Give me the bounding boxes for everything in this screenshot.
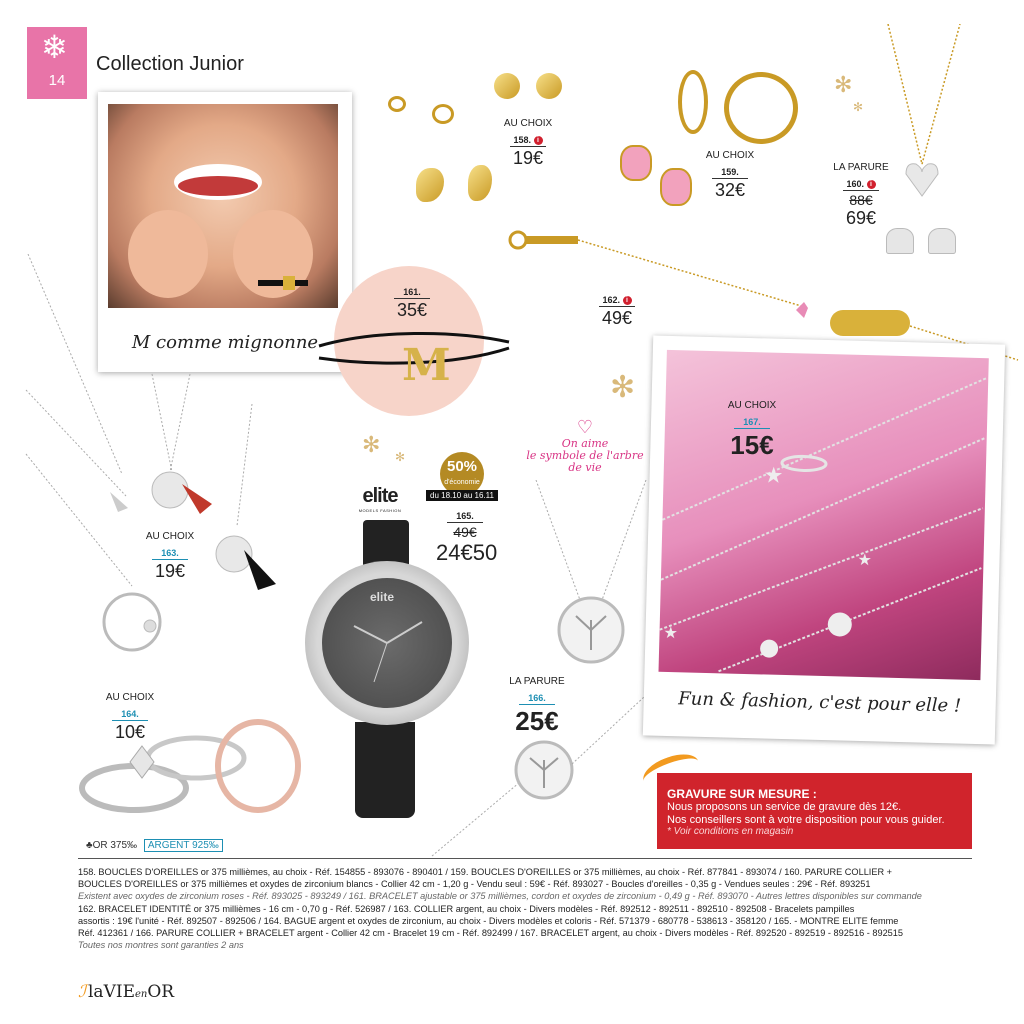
bracelets-polaroid — [643, 335, 1005, 744]
bracelets-photo-caption: Fun & fashion, c'est pour elle ! — [678, 688, 962, 717]
elite-brand-name: elite — [362, 485, 398, 507]
ref-162-text: 162. — [602, 295, 620, 305]
price-tag-160 — [830, 162, 892, 229]
dolphin-earring-icon — [468, 165, 492, 201]
info-icon: i — [867, 180, 876, 189]
stud-earring-icon — [536, 73, 562, 99]
price-tag-164 — [104, 692, 156, 743]
pendant-necklaces-image — [22, 254, 332, 654]
ref-160 — [843, 179, 879, 191]
old-price-160: 88€ — [849, 191, 873, 208]
ref-158-text: 158. — [513, 134, 531, 145]
engraving-line2: Nos conseillers sont à votre disposition pour vous guider. — [667, 813, 945, 826]
page-number-tab — [27, 27, 87, 99]
legal-line: assortis : 19€ l'unité - Réf. 892507 - 892506 / 164. BAGUE argent et oxydes de zirconium, au choix - Divers modèles et coloris - Réf. 571379 - 680778 - 538613 - 358120 / 165. - MONTRE ELITE femme — [78, 915, 899, 926]
label-159: AU CHOIX — [705, 150, 755, 161]
legal-line: BOUCLES D'OREILLES or 375 millièmes et oxydes de zirconium blancs - Collier 42 cm - 1,20 g - Vendu seul : 59€ - Réf. 893027 - Boucles d'oreilles - 0,35 g - Vendues seules : 29€ - Réf. 893251 — [78, 879, 871, 890]
price-161: 35€ — [396, 300, 428, 320]
hoop-earring-icon — [678, 70, 708, 134]
label-163: AU CHOIX — [145, 531, 195, 542]
price-158: 19€ — [512, 147, 544, 168]
footer-en: en — [134, 989, 148, 1000]
svg-text:M: M — [402, 340, 451, 391]
silver-metal-label: ARGENT 925‰ — [144, 839, 223, 852]
legal-line: 162. BRACELET IDENTITÉ or 375 millièmes - 16 cm - 0,70 g - Réf. 526987 / 163. COLLIER argent, au choix - Divers modèles - Réf. 892512 - 892511 - 892510 - 892508 - Bracelets pampilles — [78, 903, 855, 914]
gold-metal-icon: ♣ — [86, 840, 93, 851]
swoosh-logo-icon: ℐ — [78, 982, 86, 1002]
metals-legend — [86, 840, 223, 851]
engraving-box — [657, 773, 972, 849]
engraving-line1: Nous proposons un service de gravure dès 12€. — [667, 801, 902, 813]
heart-necklace-image — [880, 24, 970, 204]
charm-bracelets-illustration — [658, 350, 988, 680]
love-note-line2: le symbole de l'arbre — [526, 448, 644, 462]
footer-or: OR — [147, 982, 175, 1002]
price-tag-163 — [142, 531, 198, 582]
discount-dates: du 18.10 au 16.11 — [426, 490, 498, 501]
ref-163: 163. — [152, 548, 188, 560]
price-160: 69€ — [845, 207, 877, 228]
la-vie-en-or-logo — [78, 982, 174, 1002]
love-note — [522, 418, 648, 474]
label-164: AU CHOIX — [105, 692, 155, 703]
divider — [78, 858, 972, 859]
ref-166: 166. — [519, 693, 555, 705]
ref-167: 167. — [734, 417, 770, 429]
m-bracelet-image — [314, 318, 514, 398]
legal-line: Toutes nos montres sont garanties 2 ans — [78, 940, 244, 951]
svg-text:★: ★ — [857, 551, 873, 570]
discount-badge — [426, 452, 498, 501]
engraving-title: GRAVURE SUR MESURE : — [667, 787, 817, 801]
footer-la: la — [88, 982, 104, 1002]
info-icon: i — [623, 296, 632, 305]
ref-164: 164. — [112, 709, 148, 721]
heart-icon: ♡ — [576, 417, 594, 438]
info-icon: i — [534, 136, 543, 145]
snowflake-icon: ✻ — [853, 100, 864, 114]
price-167: 15€ — [730, 429, 774, 460]
ref-158 — [510, 135, 546, 147]
legal-line: Réf. 412361 / 166. PARURE COLLIER + BRACELET argent - Collier 42 cm - Bracelet 19 cm - Réf. 892499 / 167. BRACELET argent, au choix - Divers modèles - Réf. 892520 - 892519 - 892516 - 892515 — [78, 928, 904, 939]
price-165: 24€50 — [436, 540, 498, 565]
label-167: AU CHOIX — [727, 400, 777, 411]
price-166: 25€ — [515, 705, 559, 736]
legal-line: Existent avec oxydes de zirconium roses - Réf. 893025 - 893249 / 161. BRACELET ajustable or 375 millièmes, cordon et oxydes de zirconium - 0,49 g - Réf. 893070 - Autres lettres disponibles sur commande — [78, 891, 922, 902]
snowflake-icon: ✻ — [362, 432, 381, 457]
snowflake-icon: ✻ — [395, 450, 406, 464]
snowflake-icon: ❄ — [41, 29, 68, 65]
heart-earring-icon — [388, 96, 406, 112]
section-title: Collection Junior — [96, 53, 244, 75]
gold-metal-label: OR 375‰ — [92, 840, 138, 851]
unicorn-earring-icon — [620, 145, 652, 181]
price-tag-159 — [702, 150, 758, 201]
ref-165: 165. — [447, 511, 483, 523]
price-164: 10€ — [114, 721, 146, 742]
price-163: 19€ — [154, 560, 186, 581]
ref-159: 159. — [712, 167, 748, 179]
price-159: 32€ — [714, 179, 746, 200]
love-note-line1: On aime — [561, 436, 609, 450]
ref-162 — [599, 295, 635, 307]
price-tag-167 — [724, 400, 780, 461]
product-legal-text — [78, 866, 974, 951]
price-tag-166 — [508, 676, 566, 737]
discount-subtitle: d'économie — [444, 479, 480, 486]
svg-text:★: ★ — [663, 624, 679, 643]
elite-brand-subtitle: MODELS FASHION — [358, 508, 402, 513]
svg-text:★: ★ — [763, 462, 784, 488]
old-price-165: 49€ — [453, 524, 477, 540]
watch-dial-logo: elite — [370, 590, 395, 604]
watch-strap-bottom — [355, 722, 415, 818]
discount-percent: 50% — [446, 458, 478, 475]
snowflake-icon: ✻ — [834, 72, 853, 97]
heart-earring-icon — [432, 104, 454, 124]
legal-line: 158. BOUCLES D'OREILLES or 375 millièmes, au choix - Réf. 154855 - 893076 - 890401 / 159. BOUCLES D'OREILLES or 375 millièmes, au choix - Réf. 877841 - 893074 / 160. PARURE COLLIER + — [78, 867, 893, 877]
label-160: LA PARURE — [833, 162, 889, 173]
bracelets-photo — [658, 350, 988, 680]
price-tag-158 — [500, 118, 556, 169]
dolphin-earring-icon — [416, 168, 444, 202]
price-162: 49€ — [601, 308, 633, 328]
ref-160-text: 160. — [846, 178, 864, 189]
price-tag-161 — [386, 282, 438, 322]
price-tag-165 — [436, 506, 498, 566]
unicorn-earring-icon — [660, 168, 692, 206]
love-note-line3: de vie — [568, 460, 602, 474]
tree-of-life-necklace-image — [526, 480, 656, 680]
stud-earring-icon — [494, 73, 520, 99]
snowflake-icon: ✻ — [610, 371, 636, 404]
label-166: LA PARURE — [509, 676, 565, 687]
engraving-note: * Voir conditions en magasin — [667, 826, 794, 838]
label-158: AU CHOIX — [503, 118, 553, 129]
ref-161: 161. — [394, 287, 430, 299]
elite-brand-logo — [358, 485, 402, 513]
hoop-earring-icon — [724, 72, 798, 144]
girl-photo-caption: M comme mignonne — [131, 332, 319, 353]
footer-vie: VIE — [103, 982, 135, 1002]
page-number: 14 — [48, 72, 66, 89]
price-tag-162 — [596, 290, 638, 330]
